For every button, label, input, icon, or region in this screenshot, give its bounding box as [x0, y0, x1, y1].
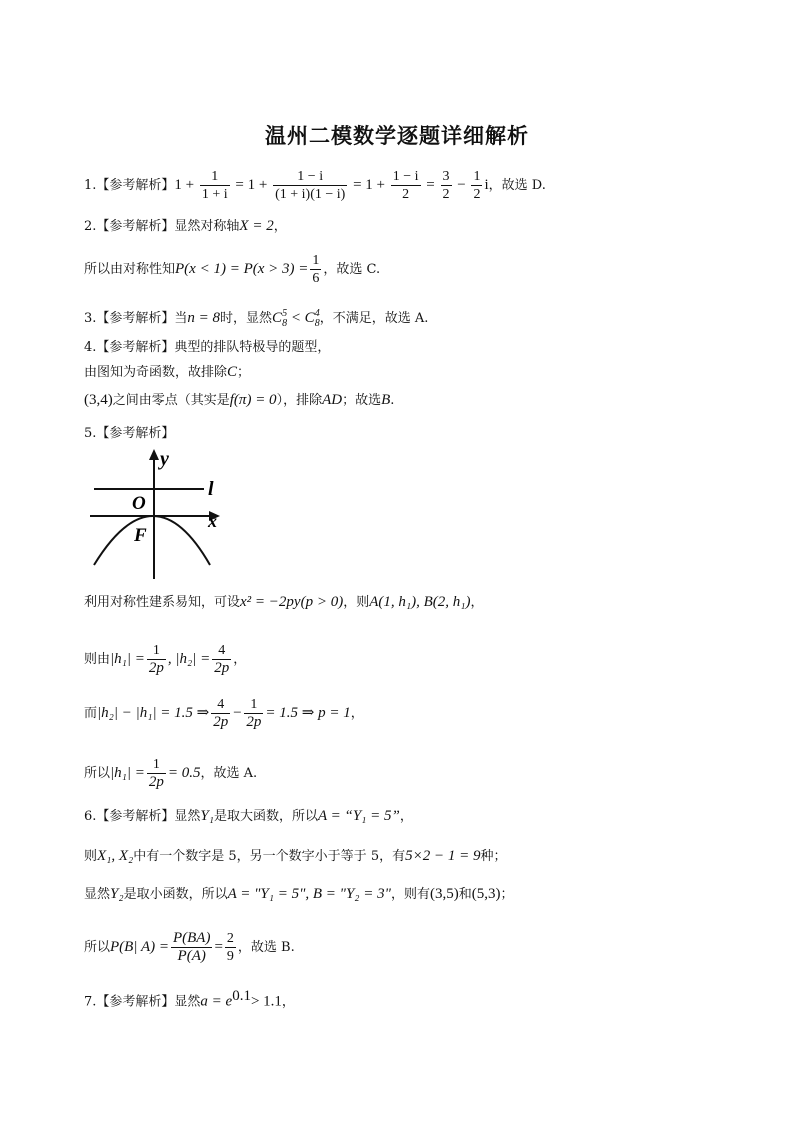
q6-line-2: 则X₁, X₂中有一个数字是 5，另一个数字小于等于 5，有5×2 − 1 = 9种； [84, 848, 507, 864]
q4-line-1: 4.【参考解析】典型的排队特极导的题型， [84, 340, 331, 355]
q6-line-4: 所以P(B| A) = $\frac{P(BA)}{P(A)}$ = $\frac{2}{9}$ ，故选 B. [84, 930, 295, 964]
q5-line-3: 而|h₂| − |h₁| = 1.5 ⇒ $\frac{4}{2p}$ − $\frac{1}{2p}$ = 1.5 ⇒ p = 1， [84, 697, 364, 730]
q6-line-3: 显然Y₂是取小函数，所以A = "Y₁ = 5", B = "Y₂ = 3"，则有(3,5)和(5,3)； [84, 886, 514, 902]
q3-line: 3.【参考解析】当n = 8时，显然$C_8^5 < C_8^4$，不满足，故选 A. [84, 308, 429, 329]
q6-line-1: 6.【参考解析】显然Y₁是取大函数，所以A = “Y₁ = 5”， [84, 808, 413, 824]
q7-line-1: 7.【参考解析】显然$a = e^{0.1}> 1.1$， [84, 988, 295, 1010]
y-label: y [160, 448, 169, 470]
q5-line-1: 利用对称性建系易知，可设x² = −2py(p > 0)，则A(1, h₁), B(2, h₁)， [84, 594, 484, 610]
q4-line-2: 由图知为奇函数，故排除C； [84, 364, 251, 380]
y-axis-arrow [149, 449, 159, 460]
q4-line-3: (3,4)之间由零点（其实是f(π) = 0），排除AD；故选B. [84, 392, 395, 408]
q1-line: 1.【参考解析】1 + $\frac{1}{1 + i}$ = 1 + $\frac{1 - i}{(1 + i)(1 - i)}$ = 1 + $\frac{1 - i}{2}$ = $\frac{3}{2}$ − $\frac{1}{2}$ i，故选 D. [84, 169, 546, 202]
q5-line-2: 则由|h₁| = $\frac{1}{2p}$ , |h₂| = $\frac{4}{2p}$ ， [84, 643, 247, 676]
q5-heading: 5.【参考解析】 [84, 426, 175, 441]
page-title: 温州二模数学逐题详细解析 [265, 123, 529, 148]
q2-line-2: 所以由对称性知P(x < 1) = P(x > 3) = $\frac{1}{6}$ ，故选 C. [84, 253, 381, 286]
parabola-curve [94, 516, 210, 565]
line-l-label: l [208, 478, 214, 500]
x-label: x [208, 511, 217, 531]
origin-label: O [132, 493, 146, 514]
q2-line-1: 2.【参考解析】显然对称轴X = 2， [84, 218, 287, 234]
q5-line-4: 所以|h₁| = $\frac{1}{2p}$ = 0.5，故选 A. [84, 757, 258, 790]
parabola-figure [84, 447, 234, 582]
focus-label: F [134, 525, 147, 546]
